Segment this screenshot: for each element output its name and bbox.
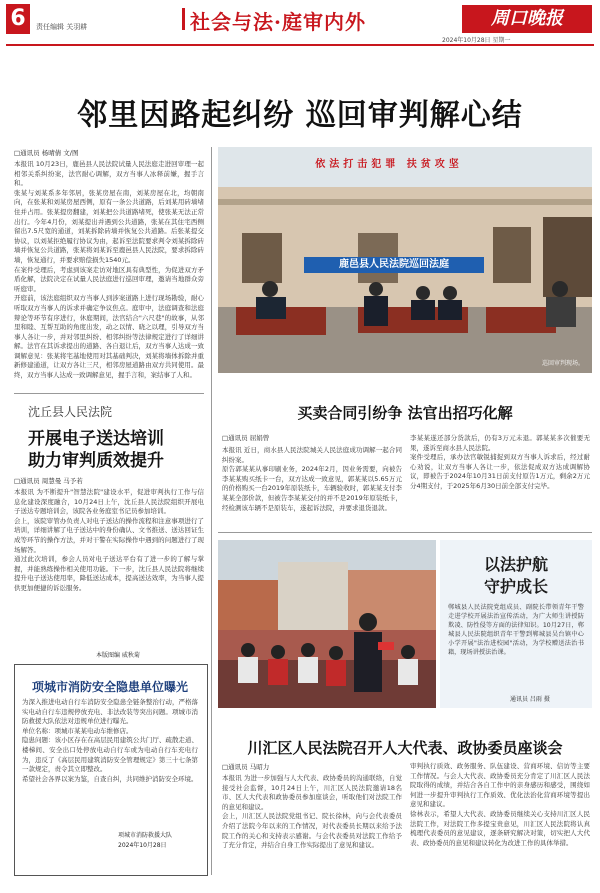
- header-date: 2024年10月28日 星期一: [442, 37, 511, 44]
- column-divider: [211, 147, 212, 875]
- article4-body-right: 李某某遂还部分货款后，仍有3万元未退。郭某某多次催要无果，遂诉至商水县人民法院。 案件受理后，承办法官敏锐捕捉到双方当事人诉求后，经过耐心劝说，让双方当事人各让一步，依法促成双方达成调解协议，即被告于2024年10月31日前支付原告1万元，剩余2万元分4期支付，于2025年6月30日前全部支付完毕。: [410, 434, 590, 490]
- section-bar: [182, 8, 185, 30]
- article2-headline-1: 开展电子送达培训: [28, 429, 164, 449]
- section-title: 社会与法·庭审内外: [190, 10, 366, 34]
- article3-body: 为深入推进电动自行车消防安全隐患全链条整治行动，严格落实电动自行车违规停放充电、非法改装等突出问题。项城市消防救援大队依法对违规单位进行曝光。 单位名称：项城市某某电动车维修店。 隐患问题：该小区存在在高层民用建筑公共门厅、疏散走道、楼梯间、安全出口处停放电动自行车或为电动自行车充电行为，违反了《高层民用建筑消防安全管理规定》第三十七条第一款规定，责令其立即整改。 希望社会各界以案为鉴，自查自纠，共同维护消防安全环境。: [22, 698, 198, 783]
- article1-byline: □通讯员 杨晴倩 文/图: [14, 149, 79, 157]
- photo2-title-2: 守护成长: [483, 577, 548, 596]
- school-photo-art: [218, 540, 436, 708]
- article3-headline: 项城市消防安全隐患单位曝光: [31, 680, 188, 694]
- photo2-credit: 通讯员 吕雨 摄: [510, 696, 550, 703]
- article4-body-left: 本报讯 近日，商水县人民法院城关人民法庭成功调解一起合同纠纷案。 原告郭某某从事印刷业务，2024年2月，因业务需要，向被告李某某购买纸卡一台，双方达成一致意见，郭某某以5.65万元的价格购买一台2019年原装纸卡，车辆验收时，郭某某支付李某某全部价款，但被告李某某交付的并不是2019年原装纸卡，经检测该车辆不是原装车，遂起诉法院，并要求退货退款。: [222, 446, 402, 512]
- article4-headline: 买卖合同引纷争 法官出招巧化解: [297, 404, 513, 422]
- article5-headline: 川汇区人民法院召开人大代表、政协委员座谈会: [247, 739, 563, 757]
- article3-date: 2024年10月28日: [118, 842, 167, 849]
- court-banner: 鹿邑县人民法院巡回法庭: [304, 257, 484, 273]
- article4-byline: □通讯员 屈娟曾: [222, 434, 270, 442]
- article2-body: 本报讯 为不断提升"智慧法院"建设水平，促进审判执行工作与信息化建设深度融合，10月24日上午，沈丘县人民法院组织开展电子送达专题培训会，该院各业务庭室书记员参加培训。 会上，该院审管办负责人对电子送达的操作流程和注意事项进行了培训，详细讲解了电子送达中的身份确认、文书推送、送达回证生成等环节的操作方法，并对干警在实际操作中遇到的问题进行了现场解答。 通过此次培训，参会人员对电子送达平台有了进一步的了解与掌握，并能熟练操作相关使用功能。下一步，沈丘县人民法院将继续提升电子送达使用率，降低送达成本，提高送达效率，为当事人提供更加便捷的诉讼服务。: [14, 488, 204, 592]
- divider: [218, 532, 592, 533]
- article5-byline: □通讯员 马昭力: [222, 763, 270, 771]
- article5-body-left: 本报讯 为进一步加强与人大代表、政协委员的沟通联络，自觉接受社会监督，10月24日上午，川汇区人民法院邀请18名市、区人大代表和政协委员参加座谈会，听取他们对法院工作的意见和建议。 会上，川汇区人民法院党组书记、院长徐林，向与会代表委员介绍了法院今年以来的工作情况，对代表委员长期以来给予法院工作的关心和支持表示感谢。与会代表委员对法院工作给予了充分肯定，并结合自身工作实际提出了意见和建议。: [222, 774, 402, 850]
- photo1-caption: 巡回审判现场。: [541, 360, 584, 367]
- main-headline: 邻里因路起纠纷 巡回审判解心结: [77, 98, 523, 133]
- courtroom-photo: [218, 147, 592, 373]
- photo2-title-1: 以法护航: [483, 555, 548, 574]
- divider: [14, 393, 204, 394]
- wall-slogan: 依法打击犯罪 扶贫攻坚: [315, 159, 463, 170]
- newspaper-logo: 周口晚报: [462, 5, 592, 33]
- page-editor: 本版图编 威秋菊: [96, 652, 140, 659]
- article2-byline: □通讯员 周慧曼 马予若: [14, 477, 83, 485]
- school-photo: [218, 540, 436, 708]
- article2-headline-2: 助力审判质效提升: [28, 451, 164, 471]
- page-number: 6: [6, 4, 30, 34]
- article1-body: 本报讯 10月23日，鹿邑县人民法院试量人民法庭走进回审理一起相邻关系纠纷案，法官耐心调解，双方当事人冰释前嫌，握手言和。 张某与刘某系多年邻居，张某房屋在南，刘某房屋在北，均朝南向，在张某和刘某房屋西侧，原有一条公共道路，后刘某用砖墙堵住并占用。张某提房翻建，刘某把公共道路堵死，使张某无法正常出行。今年4月份，刘某提出并遇到公共道路，张某在其住宅西侧留出7.5尺宽的通道，刘某拆除砖墙并恢复公共道路。后张某提交协议，以刘某拒绝履行协议为由，起诉至法院要求判令刘某拆除砖墙并恢复公共道路，张某将刘某诉至鹿邑县人民法院，要求拆除砖墙，恢复通行，并要求赔偿损失1540元。 在案件受理后，考虑到该案走访对地区具有典型性，为促进双方矛盾化解，法院决定在试量人民法庭进行巡回审理，邀请当地群众旁听庭审。 开庭前，该法庭组织双方当事人到涉案道路上进行现场勘验，耐心听取双方当事人的诉求并确定争议焦点。庭审中，法庭调查和法庭辩论等环节有序进行，休庭期间，法官结合"六尺巷"的故事，从邻里和睦、互帮互助的角度出发，动之以情、晓之以理，引导双方当事人各让一步，并对邻里纠纷、相邻纠纷等法律规定进行了详细讲解。法官在其诉求提出的道路、各自退让后，双方当事人达成一致调解意见：张某将宅基地使用对其基础判决，刘某将墙体拆除并重新修建通道，让双方各让三尺，相邻房屋道路由双方共同使用。最终，双方当事人达成一致调解意见，握手言和，案结事了人和。: [14, 160, 204, 380]
- article3-signature: 项城市消防救援大队: [118, 832, 173, 839]
- editor-credit: 责任编辑 关羽耕: [36, 23, 88, 31]
- photo2-caption: 郸城县人民法院党组成员、副院长带领青年干警走进学校开展法治宣传活动，为广大师生讲授防欺凌、防性侵等方面的法律知识。10月27日，郸城县人民法院组织青年干警到郸城县吴台镇中心小学开展"法治进校园"活动，为学校赠送法治书籍，现场讲授法治课。: [448, 604, 584, 656]
- article5-body-right: 审判执行质效、政务服务、队伍建设、营商环境、信访等主要工作情况。与会人大代表、政协委员充分肯定了川汇区人民法院取得的成绩，并结合各自工作中的亲身感历和感受，围绕如何进一步提升审判执行工作质效、优化法治化营商环境等提出意见和建议。 徐林表示，希望人大代表、政协委员继续关心支持川汇区人民法院工作，对法院工作多提宝贵意见，川汇区人民法院将认真梳理代表委员的意见建议，逐条研究解决对策，切实把人大代表、政协委员的意见和建议转化为改进工作的具体举措。: [410, 762, 590, 847]
- header-rule: [6, 44, 594, 46]
- article2-court: 沈丘县人民法院: [28, 405, 113, 419]
